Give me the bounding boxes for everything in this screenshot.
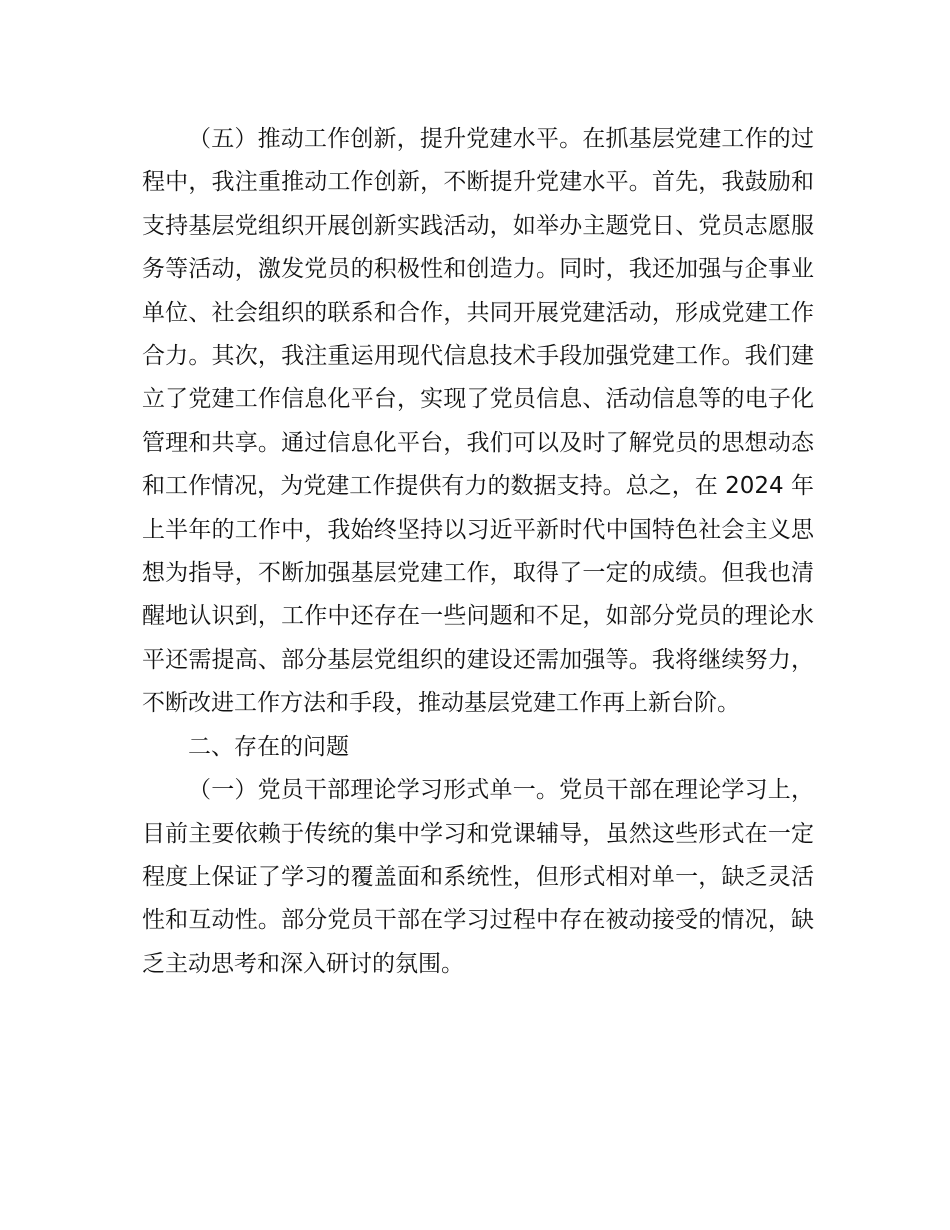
section-heading-existing-problems: 二、存在的问题 [188, 733, 349, 760]
paragraph-work-innovation: （五）推动工作创新，提升党建水平。在抓基层党建工作的过程中，我注重推动工作创新，不断提升党建水平。首先，我鼓励和支持基层党组织开展创新实践活动，如举办主题党日、党员志愿服务等活动，激发党员的积极性和创造力。同时，我还加强与企事业单位、社会组织的联系和合作，共同开展党建活动，形成党建工作合力。其次，我注重运用现代信息技术手段加强党建工作。我们建立了党建工作信息化平台，实现了党员信息、活动信息等的电子化管理和共享。通过信息化平台，我们可以及时了解党员的思想动态和工作情况，为党建工作提供有力的数据支持。总之，在 2024 年上半年的工作中，我始终坚持以习近平新时代中国特色社会主义思想为指导，不断加强基层党建工作，取得了一定的成绩。但我也清醒地认识到，工作中还存在一些问题和不足，如部分党员的理论水平还需提高、部分基层党组织的建设还需加强等。我将继续努力，不断改进工作方法和手段，推动基层党建工作再上新台阶。 [142, 126, 814, 717]
document-body [142, 118, 814, 986]
paragraph-theory-study: （一）党员干部理论学习形式单一。党员干部在理论学习上，目前主要依赖于传统的集中学习和党课辅导，虽然这些形式在一定程度上保证了学习的覆盖面和系统性，但形式相对单一，缺乏灵活性和互动性。部分党员干部在学习过程中存在被动接受的情况，缺乏主动思考和深入研讨的氛围。 [142, 777, 814, 977]
